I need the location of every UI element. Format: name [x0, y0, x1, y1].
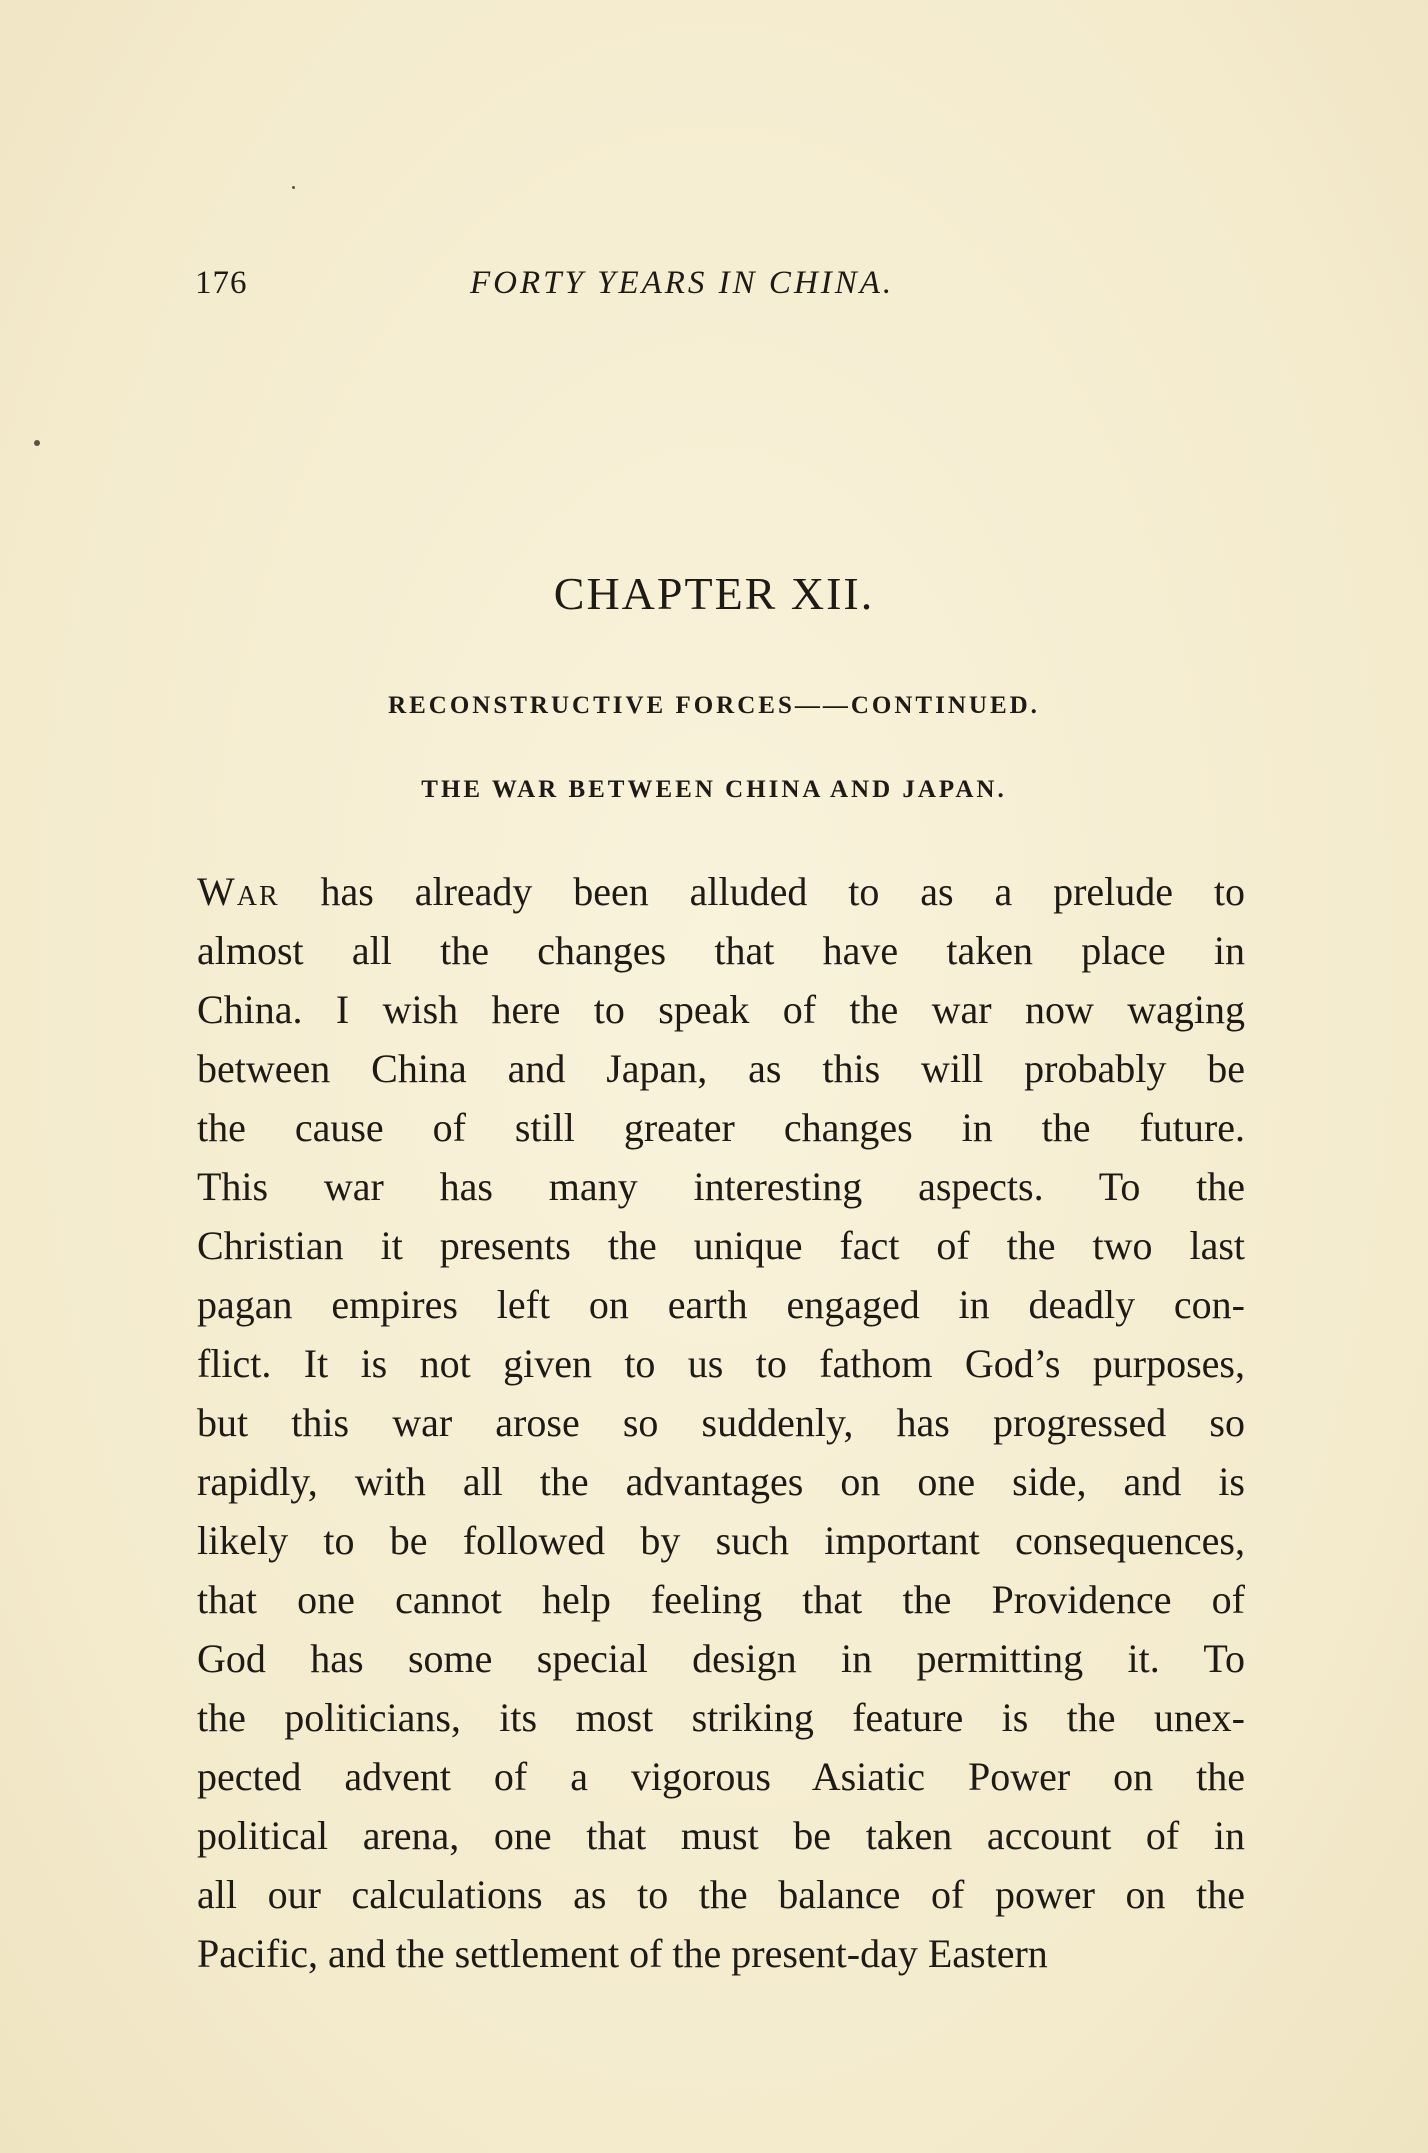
body-line: likely to be followed by such important consequences,	[197, 1518, 1245, 1563]
running-title: FORTY YEARS IN CHINA.	[470, 265, 895, 301]
body-line: political arena, one that must be taken account of in	[197, 1813, 1245, 1858]
body-line: Christian it presents the unique fact of the two last	[197, 1223, 1245, 1268]
body-line: but this war arose so suddenly, has progressed so	[197, 1400, 1245, 1445]
body-line: all our calculations as to the balance of power on the	[197, 1872, 1245, 1917]
body-line: rapidly, with all the advantages on one side, and is	[197, 1459, 1245, 1504]
body-line: the politicians, its most striking feature is the unex-	[197, 1695, 1245, 1740]
drop-word: War	[197, 869, 280, 914]
body-line: between China and Japan, as this will probably be	[197, 1046, 1245, 1091]
body-line: China. I wish here to speak of the war now waging	[197, 987, 1245, 1032]
running-head	[195, 258, 1195, 308]
body-line: God has some special design in permitting it. To	[197, 1636, 1245, 1681]
body-line: Pacific, and the settlement of the present-day Eastern	[197, 1931, 1048, 1976]
body-line: pected advent of a vigorous Asiatic Power on the	[197, 1754, 1245, 1799]
body-line: flict. It is not given to us to fathom God’s purposes,	[197, 1341, 1245, 1386]
body-line: the cause of still greater changes in the future.	[197, 1105, 1245, 1150]
body-line: that one cannot help feeling that the Providence of	[197, 1577, 1245, 1622]
body-line: This war has many interesting aspects. To the	[197, 1164, 1245, 1209]
body-line-text: has already been alluded to as a prelude to	[279, 869, 1245, 914]
page-number: 176	[195, 265, 248, 301]
chapter-subtitle-topic: THE WAR BETWEEN CHINA AND JAPAN.	[421, 776, 1007, 803]
ink-speck	[34, 440, 40, 446]
chapter-title: CHAPTER XII.	[553, 568, 875, 619]
ink-speck	[292, 186, 295, 189]
chapter-subtitle: RECONSTRUCTIVE FORCES——CONTINUED.	[388, 692, 1040, 719]
body-paragraph	[197, 862, 1245, 1983]
body-line: almost all the changes that have taken place in	[197, 928, 1245, 973]
body-line: pagan empires left on earth engaged in deadly con-	[197, 1282, 1245, 1327]
body-line	[197, 862, 1245, 921]
